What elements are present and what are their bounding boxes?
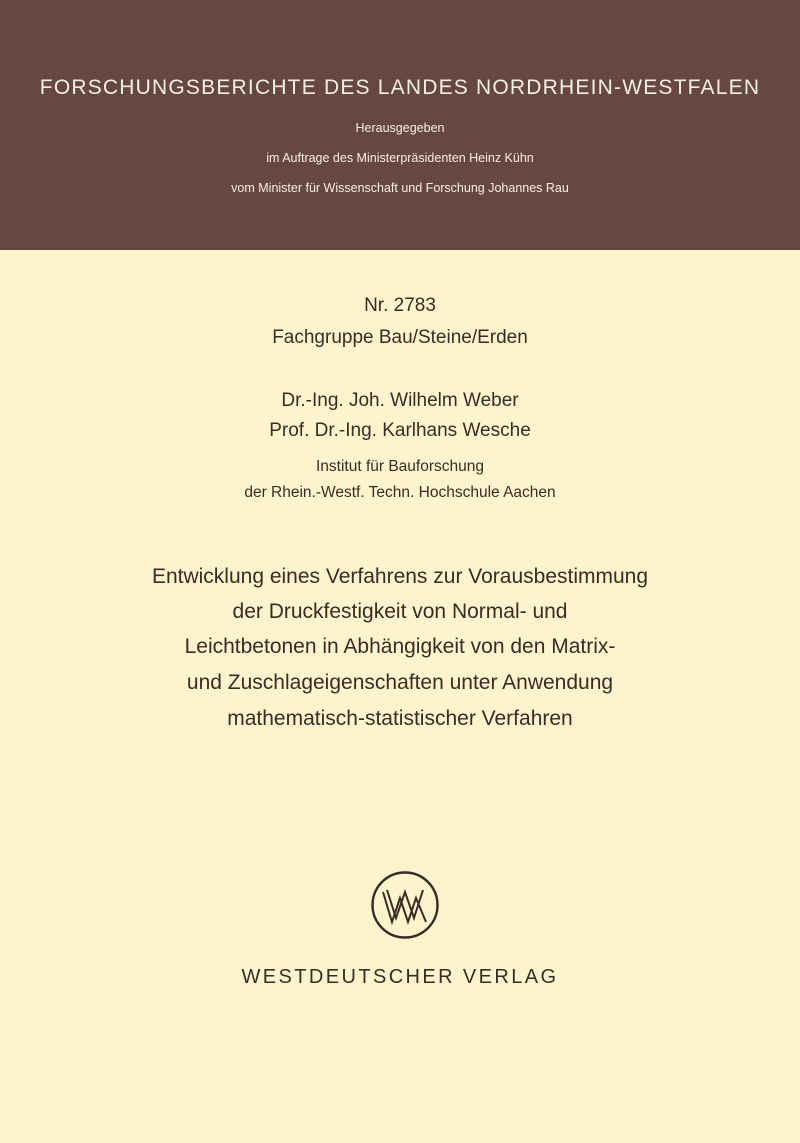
institution-line-2: der Rhein.-Westf. Techn. Hochschule Aachen xyxy=(244,484,556,501)
title-line-3: Leichtbetonen in Abhängigkeit von den Matrix- xyxy=(184,635,616,658)
westdeutscher-verlag-logo-icon xyxy=(370,870,440,940)
title-line-5: mathematisch-statistischer Verfahren xyxy=(227,707,573,730)
cover-body xyxy=(0,250,800,1143)
subject-group: Fachgruppe Bau/Steine/Erden xyxy=(272,327,528,348)
series-header xyxy=(0,0,800,250)
title-line-1: Entwicklung eines Verfahrens zur Vorausbestimmung xyxy=(151,565,649,588)
editor-line-published: Herausgegeben xyxy=(355,121,445,135)
title-line-4: und Zuschlageigenschaften unter Anwendung xyxy=(186,671,614,694)
title-line-2: der Druckfestigkeit von Normal- und xyxy=(232,600,568,623)
publisher-name: WESTDEUTSCHER VERLAG xyxy=(241,966,559,988)
author-2: Prof. Dr.-Ing. Karlhans Wesche xyxy=(269,420,531,441)
author-1: Dr.-Ing. Joh. Wilhelm Weber xyxy=(281,390,519,411)
editor-line-minister: vom Minister für Wissenschaft und Forschung Johannes Rau xyxy=(231,181,569,195)
series-title: FORSCHUNGSBERICHTE DES LANDES NORDRHEIN-WESTFALEN xyxy=(39,76,761,99)
editor-line-commissioned: im Auftrage des Ministerpräsidenten Heinz Kühn xyxy=(266,151,534,165)
institution-line-1: Institut für Bauforschung xyxy=(315,458,484,475)
report-number: Nr. 2783 xyxy=(364,295,436,316)
